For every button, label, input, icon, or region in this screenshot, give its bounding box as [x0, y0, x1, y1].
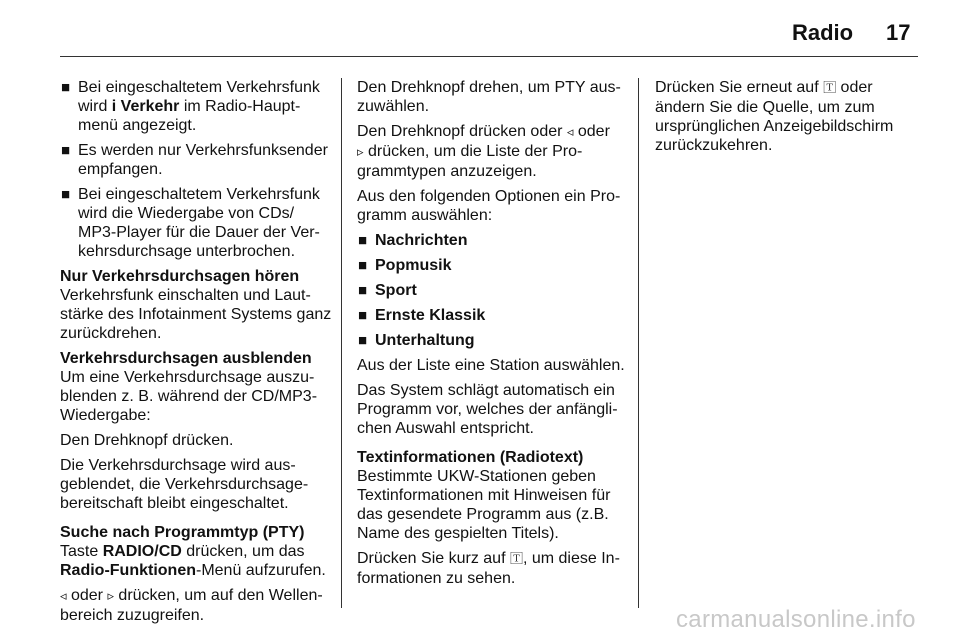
paragraph: Drücken Sie kurz auf 🅃, um diese Informationen zu sehen. — [357, 550, 620, 587]
paragraph: Den Drehknopf drücken oder ◃ oder ▹ drücken, um die Liste der Programmtypen anzuzeigen. — [357, 123, 610, 180]
right-arrow-icon: ▹ — [107, 589, 114, 604]
menu-label: Radio-Funktionen — [60, 562, 196, 579]
bullet-icon: ■ — [358, 332, 368, 349]
paragraph: Den Drehknopf drehen, um PTY auszuwählen. — [357, 79, 621, 115]
column-3 — [655, 78, 923, 161]
column-2 — [357, 78, 625, 594]
list-item: ■ Popmusik — [358, 257, 452, 274]
list-item: ■ Nachrichten — [358, 232, 468, 249]
list-item: ■ Bei eingeschaltetem Verkehrsfunk wird i Verkehr im Radio-Hauptmenü angezeigt. — [61, 79, 320, 134]
bullet-icon: ■ — [358, 232, 368, 249]
bullet-icon: ■ — [358, 282, 368, 299]
left-arrow-icon: ◃ — [566, 125, 574, 140]
paragraph: Verkehrsfunk einschalten und Lautstärke des Infotainment Systems ganz zurückdrehen. — [60, 287, 332, 342]
page-header — [0, 0, 960, 60]
paragraph: Das System schlägt automatisch ein Programm vor, welches der anfänglichen Auswahl entspricht. — [357, 382, 618, 437]
button-label: RADIO/CD — [102, 543, 182, 560]
paragraph: Drücken Sie erneut auf 🅃 oder ändern Sie die Quelle, um zum ursprünglichen Anzeigebildschirm zurückzukehren. — [655, 79, 894, 154]
bullet-icon: ■ — [61, 142, 71, 159]
section-heading: Textinformationen (Radiotext) — [357, 449, 584, 466]
paragraph: Die Verkehrsdurchsage wird ausgeblendet, die Verkehrsdurchsagebereitschaft bleibt eingeschaltet. — [60, 457, 309, 512]
column-divider-2 — [638, 78, 639, 608]
column-1 — [60, 78, 332, 631]
list-item: ■ Ernste Klassik — [358, 307, 486, 324]
paragraph: Aus der Liste eine Station auswählen. — [357, 357, 625, 374]
header-divider — [60, 56, 918, 57]
bullet-icon: ■ — [358, 257, 368, 274]
list-item: ■ Sport — [358, 282, 417, 299]
text-button-icon: 🅃 — [823, 81, 837, 96]
paragraph: Aus den folgenden Optionen ein Programm auswählen: — [357, 188, 621, 224]
watermark: carmanualsonline.info — [676, 606, 916, 633]
paragraph: Den Drehknopf drücken. — [60, 432, 234, 449]
section-pty-suche — [60, 523, 332, 625]
left-arrow-icon: ◃ — [60, 589, 67, 604]
section-heading: Suche nach Programmtyp (PTY) — [60, 524, 305, 541]
page-title: Radio — [792, 20, 854, 45]
column-divider-1 — [341, 78, 342, 608]
section-ausblenden — [60, 349, 332, 513]
section-radiotext — [357, 448, 625, 588]
bullet-icon: ■ — [61, 79, 71, 96]
list-item: ■ Unterhaltung — [358, 332, 475, 349]
text-button-icon: 🅃 — [509, 552, 523, 567]
paragraph: Bestimmte UKW-Stationen geben Textinformationen mit Hinweisen für das gesendete Programm aus (z.B. Name des gespielten Titels). — [357, 468, 611, 542]
right-arrow-icon: ▹ — [357, 145, 364, 160]
page-number: 17 — [886, 20, 911, 45]
paragraph: Taste RADIO/CD drücken, um das Radio-Funktionen-Menü aufzurufen. — [60, 543, 326, 579]
paragraph: ◃ oder ▹ drücken, um auf den Wellenbereich zuzugreifen. — [60, 587, 323, 624]
section-heading: Nur Verkehrsdurchsagen hören — [60, 268, 300, 285]
list-item: ■ Es werden nur Verkehrsfunksender empfangen. — [61, 142, 328, 178]
bullet-icon: ■ — [358, 307, 368, 324]
paragraph: Um eine Verkehrsdurchsage auszublenden z. B. während der CD/MP3-Wiedergabe: — [60, 369, 318, 424]
section-nur-verkehrsdurchsagen — [60, 267, 332, 343]
menu-label: i Verkehr — [111, 98, 180, 115]
section-heading: Verkehrsdurchsagen ausblenden — [60, 350, 312, 367]
list-item: ■ Bei eingeschaltetem Verkehrsfunk wird die Wiedergabe von CDs/ MP3-Player für die Dauer der Verkehrsdurchsage unterbrochen. — [61, 186, 320, 260]
bullet-icon: ■ — [61, 186, 71, 203]
